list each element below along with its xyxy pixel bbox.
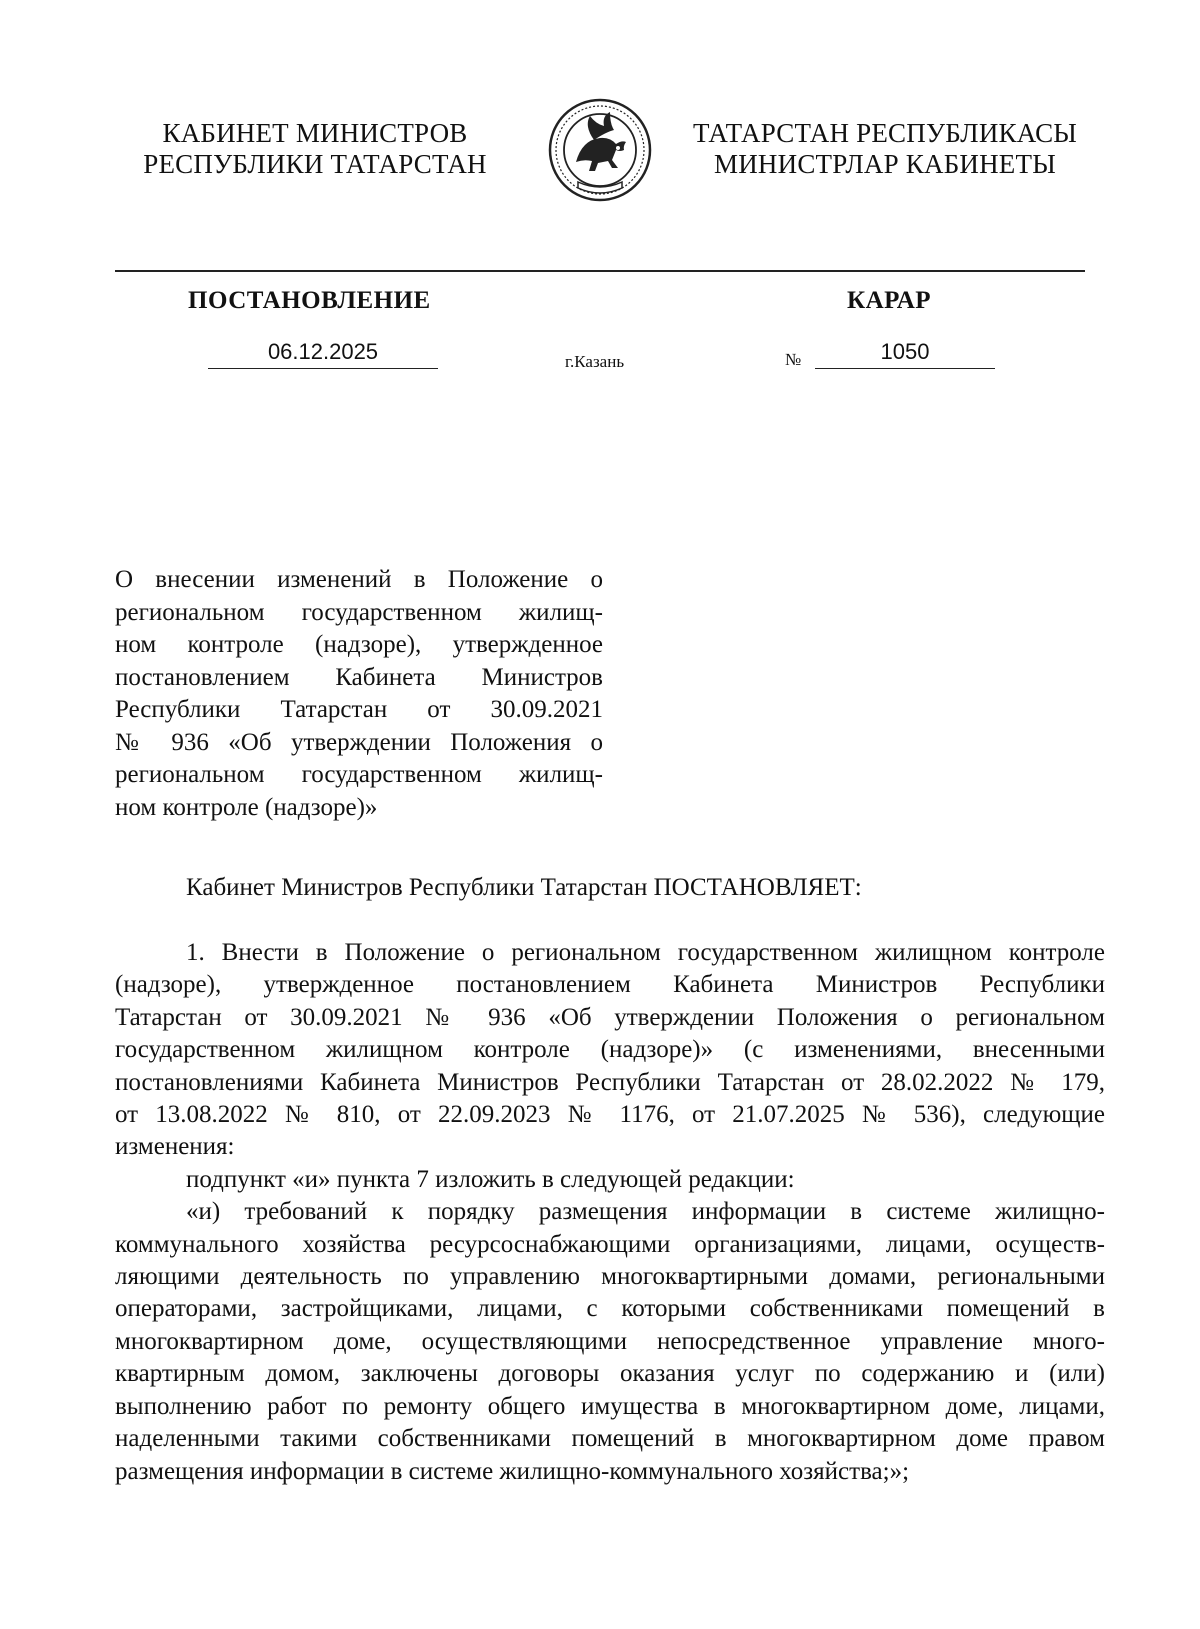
- document-type-tt: КАРАР: [847, 287, 932, 314]
- body-line: «и) требований к порядку размещения информации в системе жилищно-: [186, 1198, 1105, 1226]
- document-date: 06.12.2025: [208, 338, 438, 369]
- title-line: региональном государственном жилищ-: [115, 761, 603, 788]
- document-body: [115, 937, 1105, 1488]
- tatarstan-coat-of-arms-icon: [542, 96, 658, 204]
- issuer-ru-line-1: КАБИНЕТ МИНИСТРОВ: [162, 118, 468, 148]
- number-sign: №: [785, 350, 802, 369]
- title-line: постановлением Кабинета Министров: [115, 663, 603, 691]
- issuer-ru-line-2: РЕСПУБЛИКИ ТАТАРСТАН: [143, 149, 487, 179]
- title-line: Республики Татарстан от 30.09.2021: [115, 696, 603, 723]
- title-line: ном контроле (надзоре)»: [115, 793, 378, 821]
- issuer-tt-line-2: МИНИСТРЛАР КАБИНЕТЫ: [714, 149, 1056, 179]
- document-city: г.Казань: [565, 352, 625, 371]
- header-divider: [115, 270, 1085, 272]
- body-line: размещения информации в системе жилищно-коммунального хозяйства;»;: [115, 1457, 910, 1485]
- document-number: 1050: [815, 338, 995, 369]
- decree-statement: Кабинет Министров Республики Татарстан ПОСТАНОВЛЯЕТ:: [186, 874, 862, 901]
- body-line: (надзоре), утвержденное постановлением Кабинета Министров Республики: [115, 971, 1105, 999]
- body-line: квартирным домом, заключены договоры оказания услуг по содержанию и (или): [115, 1360, 1105, 1388]
- body-line: государственном жилищном контроле (надзоре)» (с изменениями, внесенными: [115, 1036, 1105, 1064]
- body-line: операторами, застройщиками, лицами, с которыми собственниками помещений в: [115, 1295, 1105, 1323]
- body-line: наделенными такими собственниками помещений в многоквартирном доме правом: [115, 1425, 1105, 1453]
- body-line: 1. Внести в Положение о региональном государственном жилищном контроле: [186, 939, 1105, 966]
- issuer-tt-line-1: ТАТАРСТАН РЕСПУБЛИКАСЫ: [692, 118, 1078, 148]
- body-line: от 13.08.2022 № 810, от 22.09.2023 № 1176, от 21.07.2025 № 536), следующие: [115, 1101, 1105, 1129]
- document-title: [115, 564, 603, 824]
- body-line: подпункт «и» пункта 7 изложить в следующей редакции:: [186, 1165, 795, 1193]
- issuer-name-ru: [140, 118, 490, 180]
- title-line: региональном государственном жилищ-: [115, 598, 603, 626]
- body-line: выполнению работ по ремонту общего имущества в многоквартирном доме, лицами,: [115, 1392, 1105, 1420]
- title-line: ном контроле (надзоре), утвержденное: [115, 631, 603, 658]
- body-line: Татарстан от 30.09.2021 № 936 «Об утверждении Положения о региональном: [115, 1003, 1105, 1031]
- body-line: коммунального хозяйства ресурсоснабжающими организациями, лицами, осуществ-: [115, 1230, 1105, 1258]
- body-line: ляющими деятельность по управлению многоквартирными домами, региональными: [115, 1263, 1105, 1291]
- body-line: изменения:: [115, 1133, 235, 1161]
- document-type-ru: ПОСТАНОВЛЕНИЕ: [188, 287, 431, 314]
- title-line: О внесении изменений в Положение о: [115, 566, 603, 593]
- title-line: № 936 «Об утверждении Положения о: [115, 728, 603, 756]
- issuer-name-tt: [680, 118, 1090, 180]
- body-line: постановлениями Кабинета Министров Республики Татарстан от 28.02.2022 № 179,: [115, 1068, 1105, 1096]
- body-line: многоквартирном доме, осуществляющими непосредственное управление много-: [115, 1327, 1105, 1355]
